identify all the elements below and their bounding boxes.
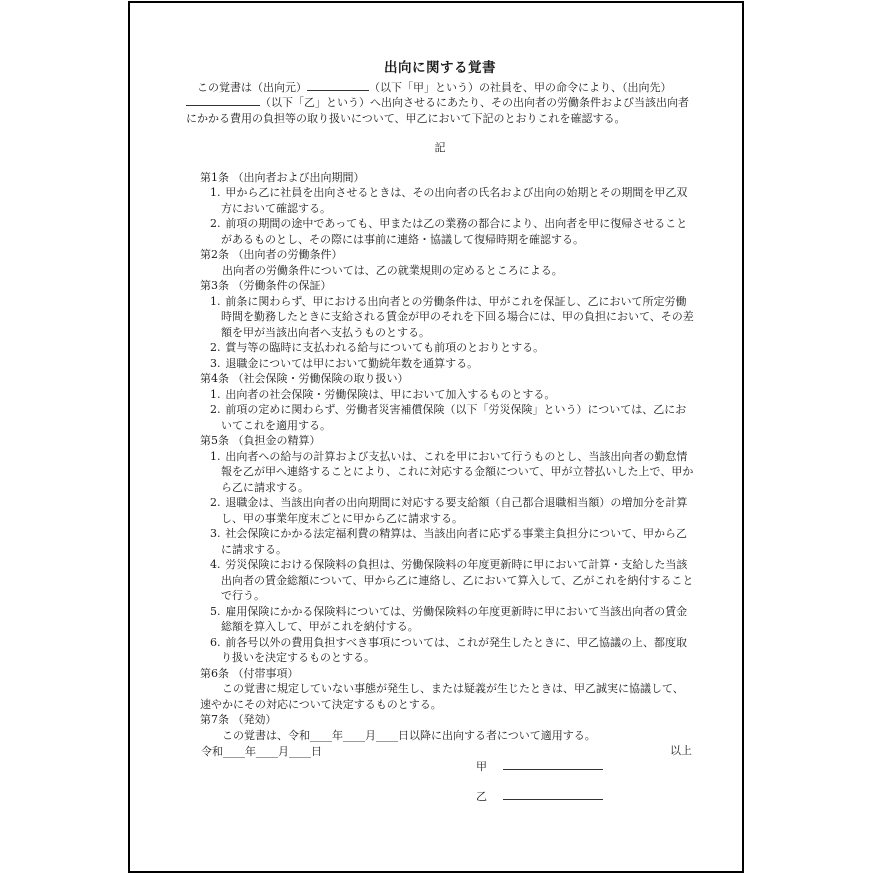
- item-text: 前条に関わらず、甲における出向者との労働条件は、甲がこれを保証し、乙において所定労働時間を勤務したときに支給される賃金が甲のそれを下回る場合には、甲の負担において、その差額を甲が当該出向者へ支払うものとする。: [221, 294, 694, 339]
- article-item: [210, 635, 694, 666]
- article-item: [210, 356, 694, 372]
- article-heading: 第7条 （発効）: [200, 713, 277, 726]
- article-paragraph: 出向者の労働条件については、乙の就業規則の定めるところによる。: [222, 263, 563, 277]
- article-heading: 第3条 （労働条件の保証）: [200, 279, 332, 292]
- item-text: 賞与等の臨時に支払われる給与についても前項のとおりとする。: [225, 341, 545, 354]
- party-a-line: [503, 759, 603, 770]
- party-a-signature: [476, 758, 603, 774]
- item-text: 退職金は、当該出向者の出向期間に対応する要支給額（自己都合退職相当額）の増加分を計算し、甲の事業年度末ごとに甲から乙に請求する。: [221, 496, 688, 525]
- article-heading: 第5条 （負担金の精算）: [200, 434, 321, 447]
- blank-line-origin: [307, 80, 369, 91]
- intro-part-1: この覚書は（出向元）: [197, 80, 307, 94]
- article-item: [210, 526, 694, 557]
- article-item: [210, 185, 694, 216]
- articles-list: [186, 170, 694, 744]
- item-text: 退職金については甲において勤続年数を通算する。: [225, 356, 479, 370]
- party-a-label: 甲: [476, 760, 487, 773]
- item-text: 前項の定めに関わらず、労働者災害補償保険（以下「労災保険」という）については、乙においてこれを適用する。: [221, 403, 687, 432]
- item-text: 労災保険における保険料の負担は、労働保険料の年度更新時に甲において計算・支給した当該出向者の賃金総額について、甲から乙に連絡し、乙において算入して、乙がこれを納付することで行う。: [221, 558, 694, 602]
- article-item: [210, 449, 694, 496]
- item-text: 雇用保険にかかる保険料については、労働保険料の年度更新時に甲において当該出向者の賃金総額を算入して、甲がこれを納付する。: [221, 604, 688, 633]
- item-text: 出向者の社会保険・労働保険は、甲において加入するものとする。: [225, 387, 556, 401]
- intro-part-3: （以下「乙」という）へ出向させるにあたり、その出向者の労働条件および当該出向者にかかる費用の負担等の取り扱いについて、甲乙において下記のとおりこれを確認する。: [186, 96, 689, 125]
- item-text: 前各号以外の費用負担すべき事項については、これが発生したときに、甲乙協議の上、都度取り扱いを決定するものとする。: [221, 635, 687, 664]
- article-item: [210, 387, 694, 403]
- intro-part-2: （以下「甲」という）の社員を、甲の命令により、（出向先）: [369, 80, 672, 94]
- item-number: 1.: [210, 294, 221, 308]
- article-heading: 第2条 （出向者の労働条件）: [200, 248, 343, 261]
- item-text: 出向者への給与の計算および支払いは、これを甲において行うものとし、当該出向者の勤怠情報を乙が甲へ連絡することにより、これに対応する金額について、甲が立替払いした上で、甲から乙に請求する。: [221, 449, 694, 494]
- item-number: 3.: [210, 356, 221, 370]
- article-paragraph: この覚書に規定していない事態が発生し、または疑義が生じたときは、甲乙誠実に協議して、速やかにその対応について決定するものとする。: [200, 682, 684, 711]
- item-number: 1.: [210, 186, 221, 199]
- article-item: [210, 294, 694, 341]
- item-number: 2.: [210, 341, 221, 354]
- document-page: [128, 1, 744, 873]
- item-number: 2.: [210, 217, 221, 230]
- item-text: 甲から乙に社員を出向させるときは、その出向者の氏名および出向の始期とその期間を甲乙双方において確認する。: [221, 186, 688, 215]
- article-item: [210, 604, 694, 635]
- article-item: [210, 402, 694, 433]
- article-item: [210, 557, 694, 604]
- article-item: [210, 340, 694, 356]
- article-heading: 第1条 （出向者および出向期間）: [200, 170, 365, 184]
- article-item: [210, 495, 694, 526]
- signature-date: 令和____年____月____日: [201, 745, 322, 758]
- ki-mark: 記: [434, 141, 446, 154]
- party-b-line: [503, 789, 603, 800]
- item-number: 3.: [210, 527, 221, 540]
- article-heading: 第6条 （付帯事項）: [200, 666, 299, 680]
- article-paragraph: この覚書は、令和____年____月____日以降に出向する者について適用する。: [222, 728, 596, 742]
- item-number: 1.: [210, 449, 221, 463]
- article-heading: 第4条 （社会保険・労働保険の取り扱い）: [200, 372, 409, 385]
- ijo-closing: 以上: [670, 744, 692, 757]
- document-body: [186, 61, 694, 759]
- item-number: 5.: [210, 604, 221, 618]
- document-title: 出向に関する覚書: [384, 60, 496, 76]
- item-number: 4.: [210, 558, 221, 571]
- item-number: 2.: [210, 403, 221, 416]
- blank-line-destination: [186, 95, 260, 106]
- item-number: 2.: [210, 496, 221, 509]
- item-number: 1.: [210, 387, 221, 401]
- intro-paragraph: [186, 80, 694, 127]
- article-item: [210, 216, 694, 247]
- item-number: 6.: [210, 635, 221, 649]
- party-b-label: 乙: [476, 790, 487, 803]
- party-b-signature: [476, 788, 603, 804]
- item-text: 社会保険にかかる法定福利費の精算は、当該出向者に応ずる事業主負担分について、甲から乙に請求する。: [221, 527, 687, 556]
- item-text: 前項の期間の途中であっても、甲または乙の業務の都合により、出向者を甲に復帰させることがあるものとし、その際には事前に連絡・協議して復帰時期を確認する。: [221, 217, 688, 246]
